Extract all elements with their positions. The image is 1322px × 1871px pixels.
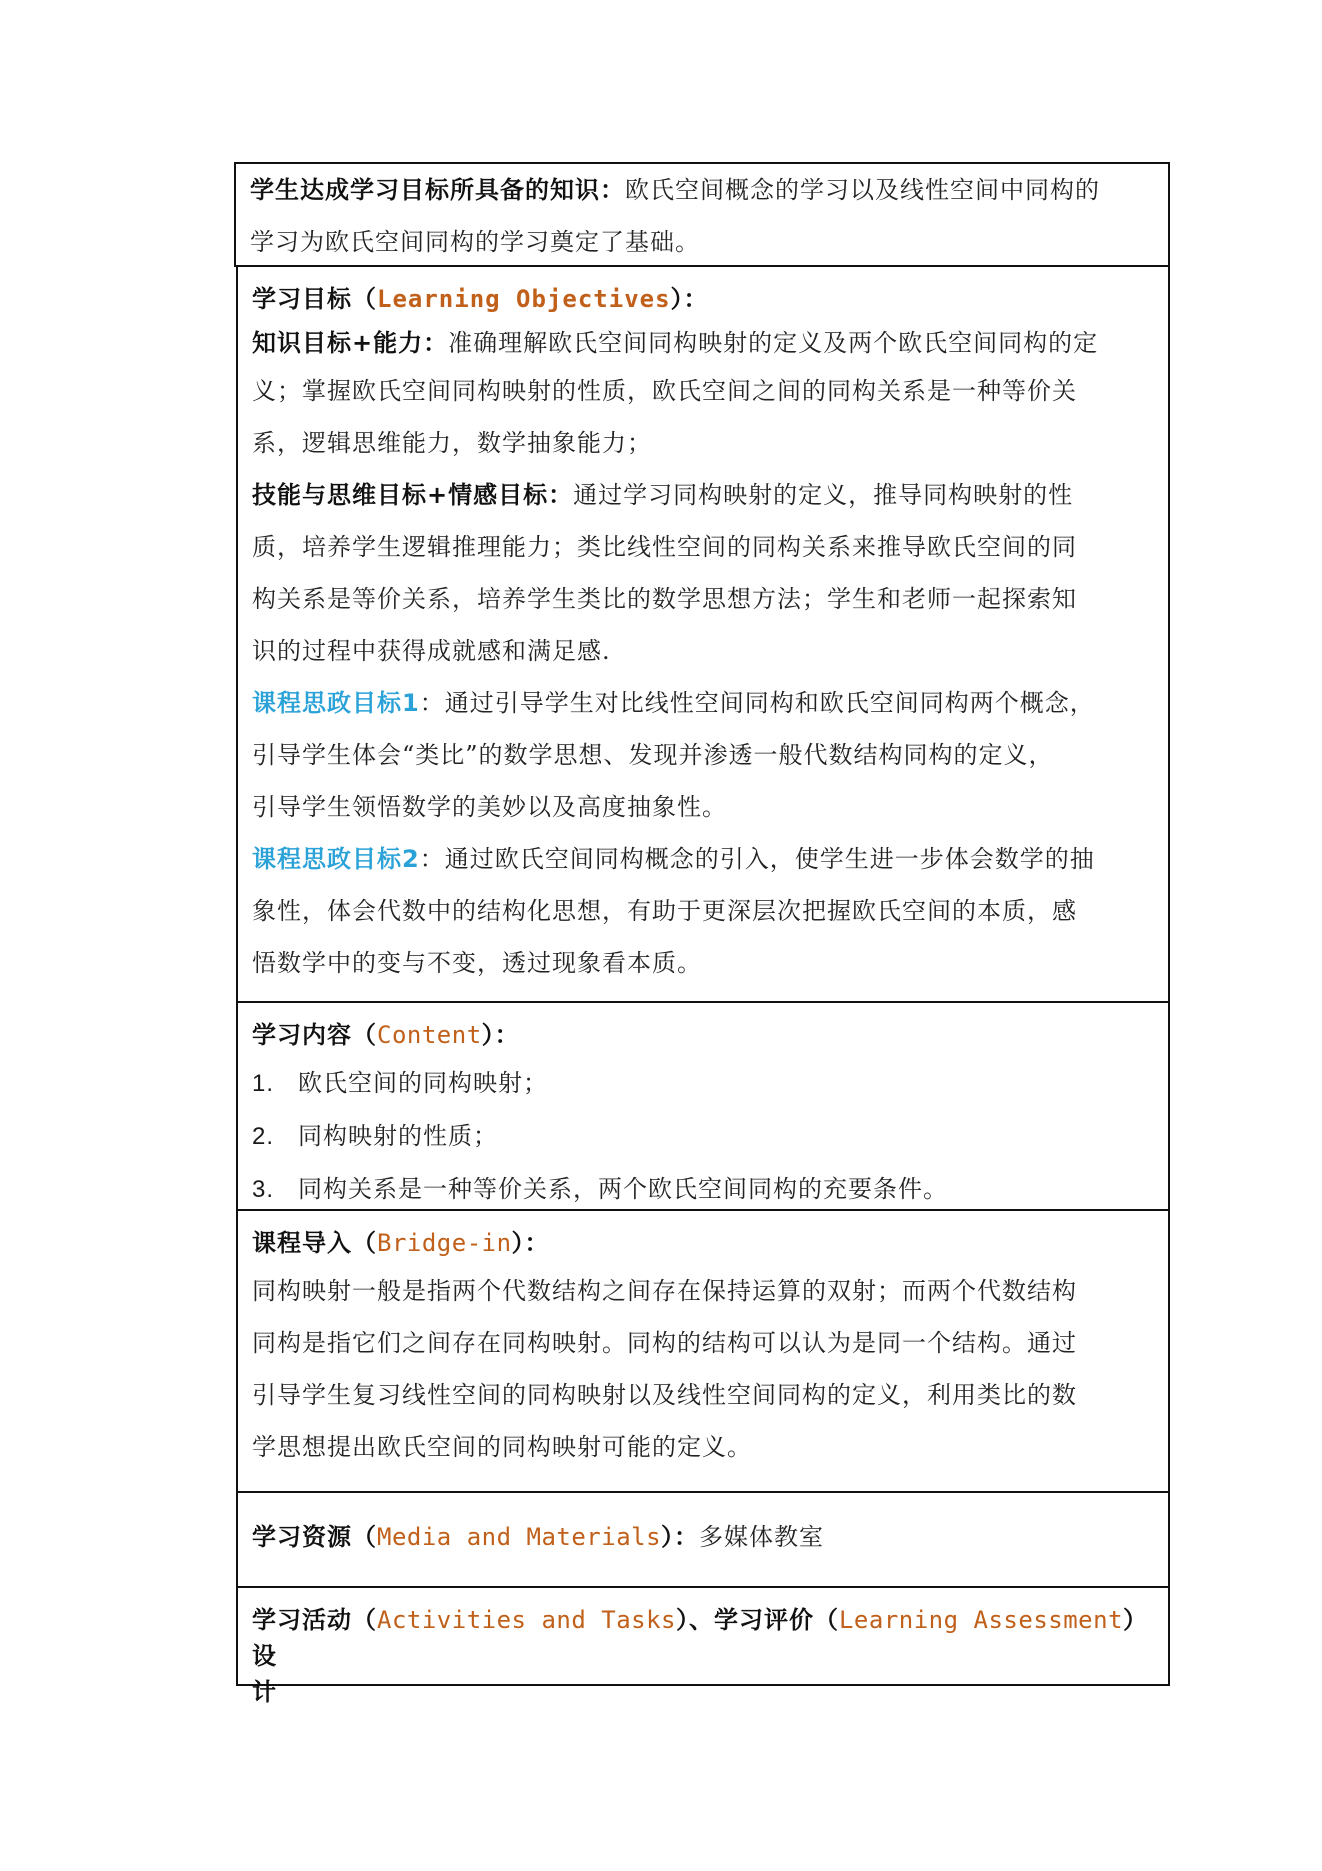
bridge-text-3: 引导学生复习线性空间的同构映射以及线性空间同构的定义，利用类比的数 — [252, 1381, 1077, 1409]
bridge-text-2: 同构是指它们之间存在同构映射。同构的结构可以认为是同一个结构。通过 — [252, 1329, 1077, 1357]
ideology-goal-2-text-1: 通过欧氏空间同构概念的引入，使学生进一步体会数学的抽 — [444, 845, 1095, 873]
learning-resources-cell — [236, 1491, 1170, 1588]
ideology-goal-2-colon: ： — [419, 845, 445, 873]
skill-goal-label: 技能与思维目标+情感目标： — [252, 481, 574, 509]
learning-activities-cell — [236, 1586, 1170, 1706]
learning-content-cell — [236, 1001, 1170, 1211]
content-heading — [252, 1013, 1154, 1057]
content-title-cn: 学习内容（ — [252, 1021, 377, 1049]
bridge-title-end: ）： — [511, 1229, 550, 1257]
list-text: 同构映射的性质； — [298, 1122, 498, 1150]
bridge-title-cn: 课程导入（ — [252, 1229, 377, 1257]
ideology-goal-2-text-2: 象性，体会代数中的结构化思想，有助于更深层次把握欧氏空间的本质，感 — [252, 897, 1077, 925]
prerequisite-line-1 — [250, 164, 1154, 216]
activities-title-en: Activities and Tasks — [377, 1606, 676, 1634]
list-number: 2. — [252, 1123, 275, 1150]
activities-title-mid: ）、学习评价（ — [675, 1606, 839, 1634]
assessment-title-en: Learning Assessment — [838, 1606, 1124, 1634]
activities-title-cn: 学习活动（ — [252, 1606, 377, 1634]
skill-goal-text-1: 通过学习同构映射的定义，推导同构映射的性 — [573, 481, 1074, 509]
ideology-goal-1-text-3: 引导学生领悟数学的美妙以及高度抽象性。 — [252, 793, 727, 821]
ideology-goal-1-text-2: 引导学生体会“类比”的数学思想、发现并渗透一般代数结构同构的定义， — [252, 741, 1054, 769]
resources-title-cn: 学习资源（ — [252, 1523, 377, 1551]
content-title-en: Content — [377, 1021, 482, 1049]
activities-title-end: ）设 — [252, 1606, 1149, 1670]
skill-goal-text-2: 质，培养学生逻辑推理能力；类比线性空间的同构关系来推导欧氏空间的同 — [252, 533, 1077, 561]
list-item — [252, 1110, 1154, 1163]
knowledge-goal-text-3: 系，逻辑思维能力，数学抽象能力； — [252, 429, 652, 457]
resources-value: 多媒体教室 — [699, 1523, 825, 1551]
ideology-goal-2-label: 课程思政目标2 — [252, 845, 420, 873]
ideology-goal-1-label: 课程思政目标1 — [252, 689, 420, 717]
skill-goal-text-4: 识的过程中获得成就感和满足感. — [252, 637, 611, 665]
skill-goal-line-1 — [252, 469, 1154, 521]
prerequisite-label: 学生达成学习目标所具备的知识： — [250, 176, 625, 204]
knowledge-goal-label: 知识目标+能力： — [252, 329, 449, 357]
bridge-in-cell — [236, 1209, 1170, 1493]
list-text: 欧氏空间的同构映射； — [298, 1069, 548, 1097]
knowledge-goal-text-1: 准确理解欧氏空间同构映射的定义及两个欧氏空间同构的定 — [448, 329, 1099, 357]
activities-heading-line-1 — [252, 1602, 1154, 1674]
list-number: 3. — [252, 1176, 275, 1203]
bridge-heading — [252, 1221, 1154, 1265]
list-text: 同构关系是一种等价关系，两个欧氏空间同构的充要条件。 — [298, 1175, 948, 1203]
objectives-heading — [252, 277, 1154, 321]
knowledge-goal-text-2: 义；掌握欧氏空间同构映射的性质，欧氏空间之间的同构关系是一种等价关 — [252, 377, 1077, 405]
list-number: 1. — [252, 1070, 275, 1097]
resources-title-end: ）： — [661, 1523, 700, 1551]
resources-title-en: Media and Materials — [377, 1523, 662, 1551]
ideology-goal-1-text-1: 通过引导学生对比线性空间同构和欧氏空间同构两个概念， — [444, 689, 1095, 717]
prerequisite-knowledge-cell — [234, 162, 1170, 267]
objectives-title-cn: 学习目标（ — [252, 285, 377, 313]
activities-heading-line-2: 计 — [252, 1678, 277, 1706]
ideology-goal-2-text-3: 悟数学中的变与不变，透过现象看本质。 — [252, 949, 702, 977]
bridge-title-en: Bridge-in — [377, 1229, 512, 1257]
prerequisite-text-1: 欧氏空间概念的学习以及线性空间中同构的 — [625, 176, 1100, 204]
bridge-text-4: 学思想提出欧氏空间的同构映射可能的定义。 — [252, 1433, 752, 1461]
objectives-title-end: ）： — [670, 285, 709, 313]
content-title-end: ）： — [481, 1021, 520, 1049]
ideology-goal-1-line-1 — [252, 677, 1154, 729]
resources-line — [252, 1511, 1154, 1563]
knowledge-goal-line-1 — [252, 321, 1154, 365]
ideology-goal-1-colon: ： — [419, 689, 445, 717]
learning-objectives-cell — [236, 265, 1170, 1003]
bridge-text-1: 同构映射一般是指两个代数结构之间存在保持运算的双射；而两个代数结构 — [252, 1277, 1077, 1305]
objectives-title-en: Learning Objectives — [377, 285, 671, 313]
list-item — [252, 1057, 1154, 1110]
ideology-goal-2-line-1 — [252, 833, 1154, 885]
prerequisite-text-2: 学习为欧氏空间同构的学习奠定了基础。 — [250, 228, 700, 256]
skill-goal-text-3: 构关系是等价关系，培养学生类比的数学思想方法；学生和老师一起探索知 — [252, 585, 1077, 613]
